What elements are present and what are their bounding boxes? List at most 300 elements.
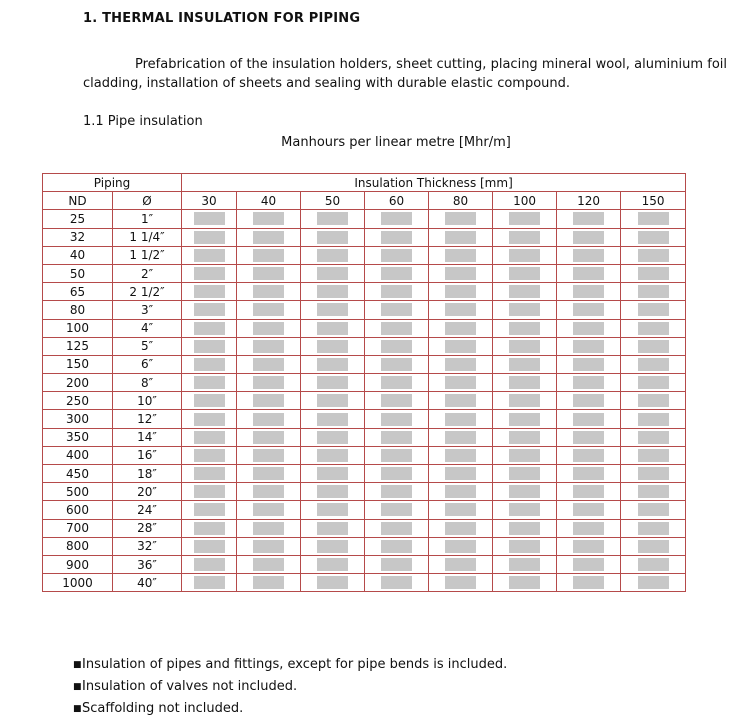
value-placeholder [638, 285, 669, 298]
value-placeholder [253, 267, 284, 280]
cell-value [365, 210, 429, 228]
cell-nd: 450 [43, 465, 113, 483]
notes-list [73, 654, 507, 720]
header-thickness: 100 [493, 192, 557, 210]
value-placeholder [638, 467, 669, 480]
value-placeholder [445, 431, 476, 444]
cell-value [429, 337, 493, 355]
cell-nd: 80 [43, 301, 113, 319]
cell-value [237, 374, 301, 392]
cell-value [182, 428, 237, 446]
cell-value [237, 446, 301, 464]
cell-nd: 900 [43, 555, 113, 573]
cell-nd: 25 [43, 210, 113, 228]
cell-value [365, 264, 429, 282]
value-placeholder [381, 322, 412, 335]
cell-diameter: 1 1/2″ [113, 246, 182, 264]
value-placeholder [194, 340, 225, 353]
cell-value [301, 319, 365, 337]
cell-value [182, 446, 237, 464]
value-placeholder [381, 540, 412, 553]
cell-value [621, 337, 686, 355]
cell-value [365, 374, 429, 392]
cell-value [301, 537, 365, 555]
value-placeholder [445, 576, 476, 589]
table-row [43, 555, 686, 573]
cell-value [429, 446, 493, 464]
value-placeholder [509, 231, 540, 244]
value-placeholder [381, 249, 412, 262]
value-placeholder [573, 522, 604, 535]
cell-value [301, 483, 365, 501]
table-row [43, 428, 686, 446]
cell-diameter: 6″ [113, 355, 182, 373]
cell-nd: 125 [43, 337, 113, 355]
cell-value [237, 210, 301, 228]
cell-value [429, 501, 493, 519]
cell-diameter: 14″ [113, 428, 182, 446]
value-placeholder [509, 576, 540, 589]
cell-value [429, 355, 493, 373]
cell-value [621, 392, 686, 410]
cell-value [429, 537, 493, 555]
cell-value [301, 264, 365, 282]
cell-value [365, 574, 429, 592]
cell-value [182, 501, 237, 519]
table-row [43, 337, 686, 355]
value-placeholder [194, 303, 225, 316]
value-placeholder [253, 558, 284, 571]
cell-value [493, 446, 557, 464]
cell-value [301, 246, 365, 264]
value-placeholder [317, 540, 348, 553]
cell-value [365, 301, 429, 319]
cell-value [237, 428, 301, 446]
cell-value [557, 392, 621, 410]
value-placeholder [194, 285, 225, 298]
table-row [43, 301, 686, 319]
cell-nd: 700 [43, 519, 113, 537]
value-placeholder [253, 522, 284, 535]
value-placeholder [638, 449, 669, 462]
value-placeholder [573, 249, 604, 262]
cell-value [182, 574, 237, 592]
cell-value [365, 483, 429, 501]
value-placeholder [194, 358, 225, 371]
cell-value [493, 301, 557, 319]
note-item: ■Insulation of valves not included. [73, 676, 507, 698]
cell-value [237, 410, 301, 428]
cell-value [621, 519, 686, 537]
cell-value [182, 410, 237, 428]
cell-diameter: 8″ [113, 374, 182, 392]
cell-value [301, 392, 365, 410]
cell-diameter: 2″ [113, 264, 182, 282]
cell-value [557, 283, 621, 301]
cell-value [621, 465, 686, 483]
cell-value [182, 537, 237, 555]
value-placeholder [573, 540, 604, 553]
table-row [43, 228, 686, 246]
value-placeholder [509, 249, 540, 262]
cell-value [301, 355, 365, 373]
cell-value [429, 264, 493, 282]
cell-nd: 40 [43, 246, 113, 264]
cell-value [365, 428, 429, 446]
header-nd: ND [43, 192, 113, 210]
value-placeholder [381, 413, 412, 426]
value-placeholder [381, 503, 412, 516]
cell-value [301, 519, 365, 537]
cell-value [237, 519, 301, 537]
value-placeholder [509, 467, 540, 480]
value-placeholder [573, 340, 604, 353]
value-placeholder [317, 358, 348, 371]
value-placeholder [194, 322, 225, 335]
cell-value [365, 555, 429, 573]
value-placeholder [194, 503, 225, 516]
value-placeholder [509, 303, 540, 316]
value-placeholder [638, 522, 669, 535]
cell-value [237, 337, 301, 355]
cell-value [557, 446, 621, 464]
value-placeholder [317, 285, 348, 298]
table-row [43, 410, 686, 428]
value-placeholder [381, 449, 412, 462]
value-placeholder [381, 522, 412, 535]
cell-value [493, 519, 557, 537]
value-placeholder [573, 576, 604, 589]
value-placeholder [381, 431, 412, 444]
value-placeholder [509, 558, 540, 571]
value-placeholder [445, 303, 476, 316]
cell-value [557, 319, 621, 337]
value-placeholder [445, 231, 476, 244]
cell-value [493, 501, 557, 519]
value-placeholder [509, 394, 540, 407]
cell-value [365, 337, 429, 355]
cell-value [301, 428, 365, 446]
cell-value [237, 537, 301, 555]
cell-value [237, 483, 301, 501]
cell-value [493, 337, 557, 355]
cell-value [557, 537, 621, 555]
value-placeholder [253, 340, 284, 353]
cell-diameter: 1″ [113, 210, 182, 228]
cell-value [621, 355, 686, 373]
cell-value [301, 574, 365, 592]
cell-value [365, 319, 429, 337]
cell-value [557, 246, 621, 264]
value-placeholder [638, 340, 669, 353]
cell-value [557, 410, 621, 428]
value-placeholder [509, 449, 540, 462]
value-placeholder [194, 558, 225, 571]
cell-value [429, 555, 493, 573]
value-placeholder [638, 431, 669, 444]
table-row [43, 374, 686, 392]
table-row [43, 501, 686, 519]
value-placeholder [317, 231, 348, 244]
value-placeholder [445, 485, 476, 498]
cell-value [182, 264, 237, 282]
cell-value [493, 465, 557, 483]
value-placeholder [445, 503, 476, 516]
cell-value [621, 574, 686, 592]
cell-value [301, 228, 365, 246]
value-placeholder [638, 267, 669, 280]
cell-value [301, 301, 365, 319]
value-placeholder [381, 267, 412, 280]
cell-value [429, 519, 493, 537]
cell-value [301, 465, 365, 483]
cell-value [621, 374, 686, 392]
cell-value [493, 428, 557, 446]
cell-diameter: 12″ [113, 410, 182, 428]
cell-value [429, 574, 493, 592]
value-placeholder [445, 540, 476, 553]
value-placeholder [253, 303, 284, 316]
value-placeholder [445, 267, 476, 280]
cell-value [557, 501, 621, 519]
cell-value [493, 246, 557, 264]
cell-nd: 500 [43, 483, 113, 501]
cell-diameter: 5″ [113, 337, 182, 355]
value-placeholder [194, 249, 225, 262]
value-placeholder [573, 413, 604, 426]
value-placeholder [253, 231, 284, 244]
cell-value [621, 483, 686, 501]
value-placeholder [573, 231, 604, 244]
cell-diameter: 36″ [113, 555, 182, 573]
section-heading: 1. THERMAL INSULATION FOR PIPING [83, 11, 361, 26]
value-placeholder [381, 467, 412, 480]
cell-nd: 350 [43, 428, 113, 446]
cell-value [237, 355, 301, 373]
cell-value [237, 555, 301, 573]
cell-value [429, 428, 493, 446]
value-placeholder [253, 358, 284, 371]
value-placeholder [194, 576, 225, 589]
cell-value [365, 355, 429, 373]
value-placeholder [509, 376, 540, 389]
cell-value [557, 374, 621, 392]
value-placeholder [445, 358, 476, 371]
cell-value [365, 410, 429, 428]
value-placeholder [445, 467, 476, 480]
cell-value [493, 228, 557, 246]
value-placeholder [509, 431, 540, 444]
table-row [43, 319, 686, 337]
cell-value [429, 246, 493, 264]
value-placeholder [573, 503, 604, 516]
value-placeholder [381, 231, 412, 244]
cell-value [493, 319, 557, 337]
value-placeholder [573, 322, 604, 335]
cell-value [557, 465, 621, 483]
cell-value [621, 428, 686, 446]
value-placeholder [253, 322, 284, 335]
header-thickness: 30 [182, 192, 237, 210]
value-placeholder [194, 376, 225, 389]
table-row [43, 264, 686, 282]
value-placeholder [253, 212, 284, 225]
cell-value [557, 519, 621, 537]
value-placeholder [253, 431, 284, 444]
subsection-heading: 1.1 Pipe insulation [83, 114, 203, 129]
value-placeholder [317, 558, 348, 571]
cell-value [493, 264, 557, 282]
value-placeholder [317, 413, 348, 426]
value-placeholder [253, 249, 284, 262]
cell-value [182, 246, 237, 264]
note-item: ■Insulation of pipes and fittings, except for pipe bends is included. [73, 654, 507, 676]
value-placeholder [317, 522, 348, 535]
cell-value [182, 355, 237, 373]
cell-value [182, 337, 237, 355]
table-row [43, 574, 686, 592]
value-placeholder [317, 303, 348, 316]
value-placeholder [317, 267, 348, 280]
value-placeholder [253, 503, 284, 516]
cell-value [182, 283, 237, 301]
value-placeholder [638, 358, 669, 371]
table-row [43, 537, 686, 555]
value-placeholder [381, 376, 412, 389]
value-placeholder [317, 322, 348, 335]
cell-value [493, 555, 557, 573]
value-placeholder [573, 358, 604, 371]
cell-value [237, 301, 301, 319]
value-placeholder [445, 558, 476, 571]
cell-value [429, 410, 493, 428]
cell-value [429, 465, 493, 483]
value-placeholder [253, 394, 284, 407]
cell-nd: 800 [43, 537, 113, 555]
value-placeholder [194, 267, 225, 280]
cell-value [621, 246, 686, 264]
cell-value [557, 428, 621, 446]
value-placeholder [509, 212, 540, 225]
header-thickness: 80 [429, 192, 493, 210]
value-placeholder [194, 212, 225, 225]
cell-value [621, 210, 686, 228]
cell-value [493, 374, 557, 392]
cell-nd: 400 [43, 446, 113, 464]
cell-nd: 300 [43, 410, 113, 428]
value-placeholder [509, 485, 540, 498]
header-thickness: 40 [237, 192, 301, 210]
cell-value [237, 283, 301, 301]
note-item: ■Scaffolding not included. [73, 698, 507, 720]
header-thickness: 50 [301, 192, 365, 210]
cell-value [182, 392, 237, 410]
value-placeholder [509, 340, 540, 353]
value-placeholder [573, 558, 604, 571]
value-placeholder [573, 431, 604, 444]
value-placeholder [509, 267, 540, 280]
value-placeholder [381, 576, 412, 589]
table-row [43, 483, 686, 501]
value-placeholder [573, 267, 604, 280]
cell-value [429, 374, 493, 392]
value-placeholder [317, 576, 348, 589]
cell-value [557, 555, 621, 573]
value-placeholder [317, 431, 348, 444]
value-placeholder [381, 303, 412, 316]
table-row [43, 355, 686, 373]
cell-nd: 200 [43, 374, 113, 392]
value-placeholder [638, 576, 669, 589]
cell-value [557, 210, 621, 228]
table-caption: Manhours per linear metre [Mhr/m] [281, 135, 511, 150]
value-placeholder [381, 358, 412, 371]
cell-value [621, 537, 686, 555]
value-placeholder [194, 485, 225, 498]
cell-value [365, 501, 429, 519]
value-placeholder [253, 540, 284, 553]
cell-value [621, 410, 686, 428]
value-placeholder [317, 376, 348, 389]
value-placeholder [194, 431, 225, 444]
cell-diameter: 4″ [113, 319, 182, 337]
cell-value [429, 319, 493, 337]
cell-diameter: 2 1/2″ [113, 283, 182, 301]
table-row [43, 392, 686, 410]
value-placeholder [317, 485, 348, 498]
cell-value [429, 228, 493, 246]
cell-value [301, 446, 365, 464]
value-placeholder [573, 394, 604, 407]
cell-value [493, 574, 557, 592]
cell-value [557, 574, 621, 592]
value-placeholder [445, 212, 476, 225]
header-insulation-thickness: Insulation Thickness [mm] [182, 174, 686, 192]
value-placeholder [253, 285, 284, 298]
cell-value [429, 283, 493, 301]
cell-value [493, 210, 557, 228]
cell-diameter: 32″ [113, 537, 182, 555]
cell-diameter: 10″ [113, 392, 182, 410]
cell-nd: 600 [43, 501, 113, 519]
cell-value [301, 210, 365, 228]
cell-diameter: 3″ [113, 301, 182, 319]
cell-value [557, 228, 621, 246]
header-thickness: 150 [621, 192, 686, 210]
cell-value [365, 519, 429, 537]
cell-value [493, 483, 557, 501]
value-placeholder [194, 413, 225, 426]
value-placeholder [509, 285, 540, 298]
cell-value [365, 392, 429, 410]
value-placeholder [638, 394, 669, 407]
value-placeholder [445, 449, 476, 462]
cell-value [621, 228, 686, 246]
cell-diameter: 20″ [113, 483, 182, 501]
cell-value [237, 465, 301, 483]
value-placeholder [381, 212, 412, 225]
cell-value [365, 465, 429, 483]
value-placeholder [638, 413, 669, 426]
value-placeholder [445, 322, 476, 335]
table-row [43, 446, 686, 464]
cell-value [182, 210, 237, 228]
value-placeholder [509, 413, 540, 426]
value-placeholder [253, 467, 284, 480]
cell-value [365, 537, 429, 555]
value-placeholder [253, 413, 284, 426]
value-placeholder [638, 376, 669, 389]
